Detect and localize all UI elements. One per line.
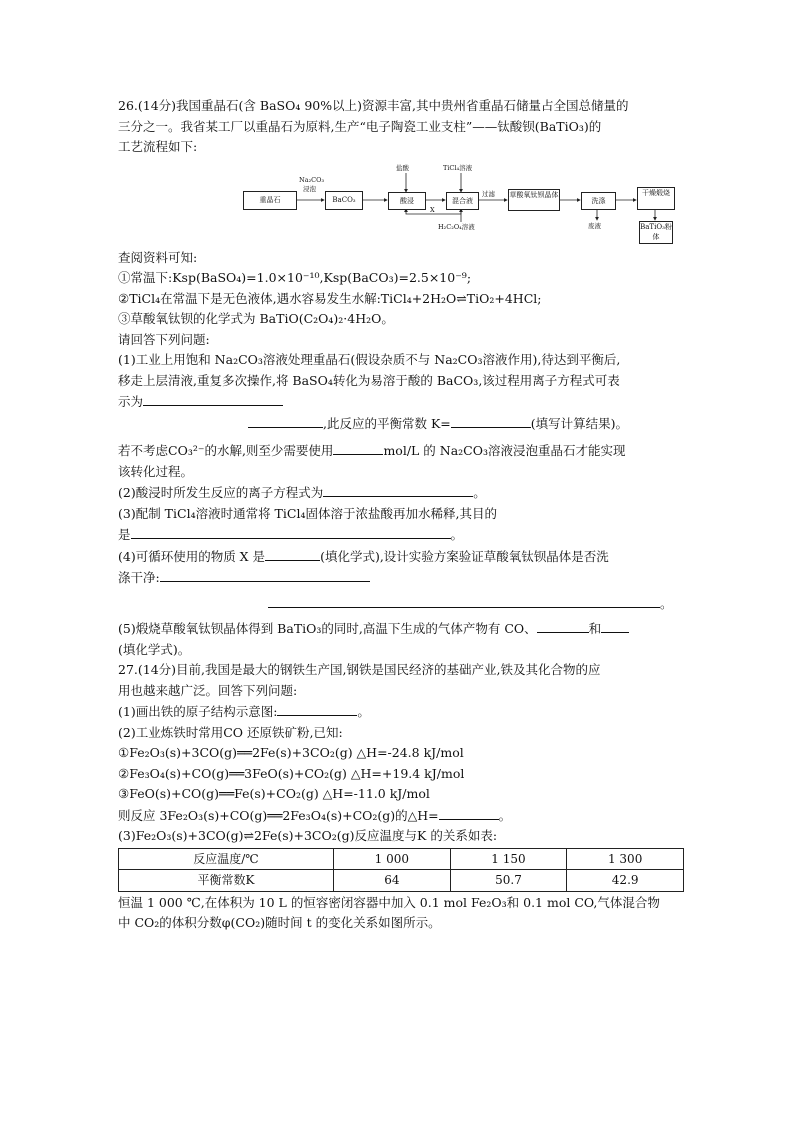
q26-part1-line4 (118, 413, 684, 435)
exam-page (118, 96, 684, 934)
info-item-2: ②TiCl₄在常温下是无色液体,遇水容易发生水解:TiCl₄+2H₂O⇌TiO₂+4HCl; (118, 290, 542, 306)
equation-4 (118, 805, 684, 827)
soak-label: 浸泡 (303, 184, 316, 193)
na2co3-label: Na₂CO₃ (299, 175, 325, 184)
q26-part4-text2: (填化学式),设计实验方案验证草酸氧钛钡晶体是否洗 (320, 548, 609, 564)
equation-2: ②Fe₃O₄(s)+CO(g)══3FeO(s)+CO₂(g) △H=+19.4 kJ/mol (118, 765, 465, 781)
table-cell: 1 000 (334, 848, 451, 870)
table-cell: 1 150 (450, 848, 567, 870)
barite-box: 重晶石 (243, 191, 297, 210)
q26-part5-line2: (填化学式)。 (118, 641, 191, 657)
q26-part4-end: 。 (660, 595, 673, 611)
q26-part4-line2 (118, 567, 684, 589)
table-cell: 平衡常数K (119, 870, 334, 892)
q26-part4-prefix: 涤干净: (118, 570, 160, 585)
acid-leach-box: 酸浸 (388, 192, 426, 210)
wash-box: 洗涤 (581, 192, 616, 210)
gas-blank-2[interactable] (601, 618, 629, 633)
table-cell: 42.9 (567, 870, 684, 892)
q26-part1-line2: 移走上层清液,重复多次操作,将 BaSO₄转化为易溶于酸的 BaCO₃,该过程用离子方程式可表 (118, 372, 620, 388)
purpose-blank[interactable] (131, 524, 451, 539)
q27-part1-end: 。 (357, 704, 370, 719)
q27-part3: (3)Fe₂O₃(s)+3CO(g)⇌2Fe(s)+3CO₂(g)反应温度与K 的关系如表: (118, 828, 498, 843)
table-cell: 50.7 (450, 870, 567, 892)
h2c2o4-label: H₂C₂O₄溶液 (438, 222, 475, 231)
q26-part5-and: 和 (588, 621, 602, 636)
q26-part1-prefix: 示为 (118, 394, 144, 409)
q26-part1-line1: (1)工业上用饱和 Na₂CO₃溶液处理重晶石(假设杂质不与 Na₂CO₃溶液作用),待达到平衡后, (118, 352, 621, 367)
q26-part5-text: (5)煅烧草酸氧钛钡晶体得到 BaTiO₃的同时,高温下生成的气体产物有 CO、 (118, 621, 537, 636)
q26-part3-end: 。 (450, 527, 464, 542)
info-item-1: ①常温下:Ksp(BaSO₄)=1.0×10⁻¹⁰,Ksp(BaCO₃)=2.5×10⁻⁹; (118, 270, 472, 285)
q27-intro-line1: 27.(14分)目前,我国是最大的钢铁生产国,钢铁是国民经济的基础产业,铁及其化合物的应 (118, 662, 601, 677)
filter-label: 过滤 (482, 189, 495, 198)
table-cell: 64 (334, 870, 451, 892)
k-suffix: (填写计算结果)。 (530, 415, 629, 431)
q26-part5-line1 (118, 618, 684, 640)
q26-part1-line6: 该转化过程。 (118, 463, 194, 479)
concentration-blank[interactable] (333, 440, 383, 455)
table-row (119, 848, 684, 870)
q26-intro-line2: 三分之一。我省某工厂以重晶石为原料,生产“电子陶瓷工业支柱”——钛酸钡(BaTiO₃)的 (118, 118, 602, 134)
q27-after-line2: 中 CO₂的体积分数φ(CO₂)随时间 t 的变化关系如图所示。 (118, 915, 441, 930)
q26-part1-line5 (118, 440, 684, 462)
q26-part3-prefix: 是 (118, 527, 131, 542)
q27-part1 (118, 701, 684, 723)
equation-3: ③FeO(s)+CO(g)══Fe(s)+CO₂(g) △H=-11.0 kJ/mol (118, 786, 430, 801)
q26-part4-line3 (118, 593, 684, 615)
q27-part1-text: (1)画出铁的原子结构示意图: (118, 704, 278, 719)
q26-part4-line1 (118, 546, 684, 568)
delta-h-blank[interactable] (439, 805, 499, 820)
q26-part2-text: (2)酸浸时所发生反应的离子方程式为 (118, 485, 324, 500)
substance-x-blank[interactable] (265, 546, 320, 561)
hydrolysis-prefix: 若不考虑 (118, 443, 169, 458)
k-prompt: ,此反应的平衡常数 K= (323, 415, 451, 431)
q26-intro-line3: 工艺流程如下: (118, 139, 198, 154)
hydrolysis-suffix: mol/L 的 Na₂CO₃溶液浸泡重晶石才能实现 (383, 443, 626, 458)
crystal-box: 草酸氧钛钡晶体 (508, 189, 560, 211)
waste-label: 废液 (588, 221, 601, 230)
ionic-equation-blank[interactable] (143, 391, 283, 406)
wash-check-blank-cont[interactable] (268, 593, 660, 608)
k-value-blank[interactable] (451, 413, 531, 428)
x-label: X (430, 205, 435, 214)
q27-part2: (2)工业炼铁时常用CO 还原铁矿粉,已知: (118, 724, 343, 740)
baco3-box: BaCO₃ (325, 191, 363, 210)
ionic-equation-blank-cont[interactable] (248, 413, 323, 428)
q27-intro-line2: 用也越来越广泛。回答下列问题: (118, 682, 298, 698)
equation-4-text: 则反应 3Fe₂O₃(s)+CO(g)══2Fe₃O₄(s)+CO₂(g)的△H= (118, 807, 439, 823)
temperature-k-table (118, 848, 684, 892)
iron-structure-blank[interactable] (277, 701, 357, 716)
q26-intro-line1: 26.(14分)我国重晶石(含 BaSO₄ 90%以上)资源丰富,其中贵州省重晶石储量占全国总储量的 (118, 98, 629, 113)
ask-line: 请回答下列问题: (118, 331, 210, 347)
dry-calcine-box: 干燥煅烧 (637, 187, 675, 210)
acid-leach-equation-blank[interactable] (323, 482, 473, 497)
table-cell: 反应温度/℃ (119, 848, 334, 870)
info-title: 查阅资料可知: (118, 249, 198, 265)
table-row (119, 870, 684, 892)
q26-part2 (118, 482, 684, 504)
carbonate-ion: CO₃²⁻ (168, 443, 205, 458)
equation-1: ①Fe₂O₃(s)+3CO(g)══2Fe(s)+3CO₂(g) △H=-24.8 kJ/mol (118, 745, 464, 760)
q26-part4-text: (4)可循环使用的物质 X 是 (118, 548, 266, 564)
hydrolysis-mid: 的水解,则至少需要使用 (204, 443, 334, 458)
q27-after-line1: 恒温 1 000 ℃,在体积为 10 L 的恒容密闭容器中加入 0.1 mol Fe₂O₃和 0.1 mol CO,气体混合物 (118, 894, 660, 910)
q26-part3-line1: (3)配制 TiCl₄溶液时通常将 TiCl₄固体溶于浓盐酸再加水稀释,其目的 (118, 505, 497, 521)
equation-4-end: 。 (498, 807, 512, 823)
mixture-box: 混合液 (446, 192, 479, 210)
ticl4-label: TiCl₄溶液 (443, 163, 473, 172)
q26-part3-line2 (118, 524, 684, 546)
table-cell: 1 300 (567, 848, 684, 870)
process-flow-diagram (118, 162, 684, 244)
q26-part2-end: 。 (473, 485, 486, 500)
wash-check-blank[interactable] (160, 567, 370, 582)
q26-part1-line3 (118, 391, 684, 413)
info-item-3: ③草酸氧钛钡的化学式为 BaTiO(C₂O₄)₂·4H₂O。 (118, 311, 394, 326)
hcl-label: 盐酸 (396, 163, 409, 172)
product-box: BaTiO₃粉体 (639, 221, 673, 244)
gas-blank-1[interactable] (537, 618, 589, 633)
